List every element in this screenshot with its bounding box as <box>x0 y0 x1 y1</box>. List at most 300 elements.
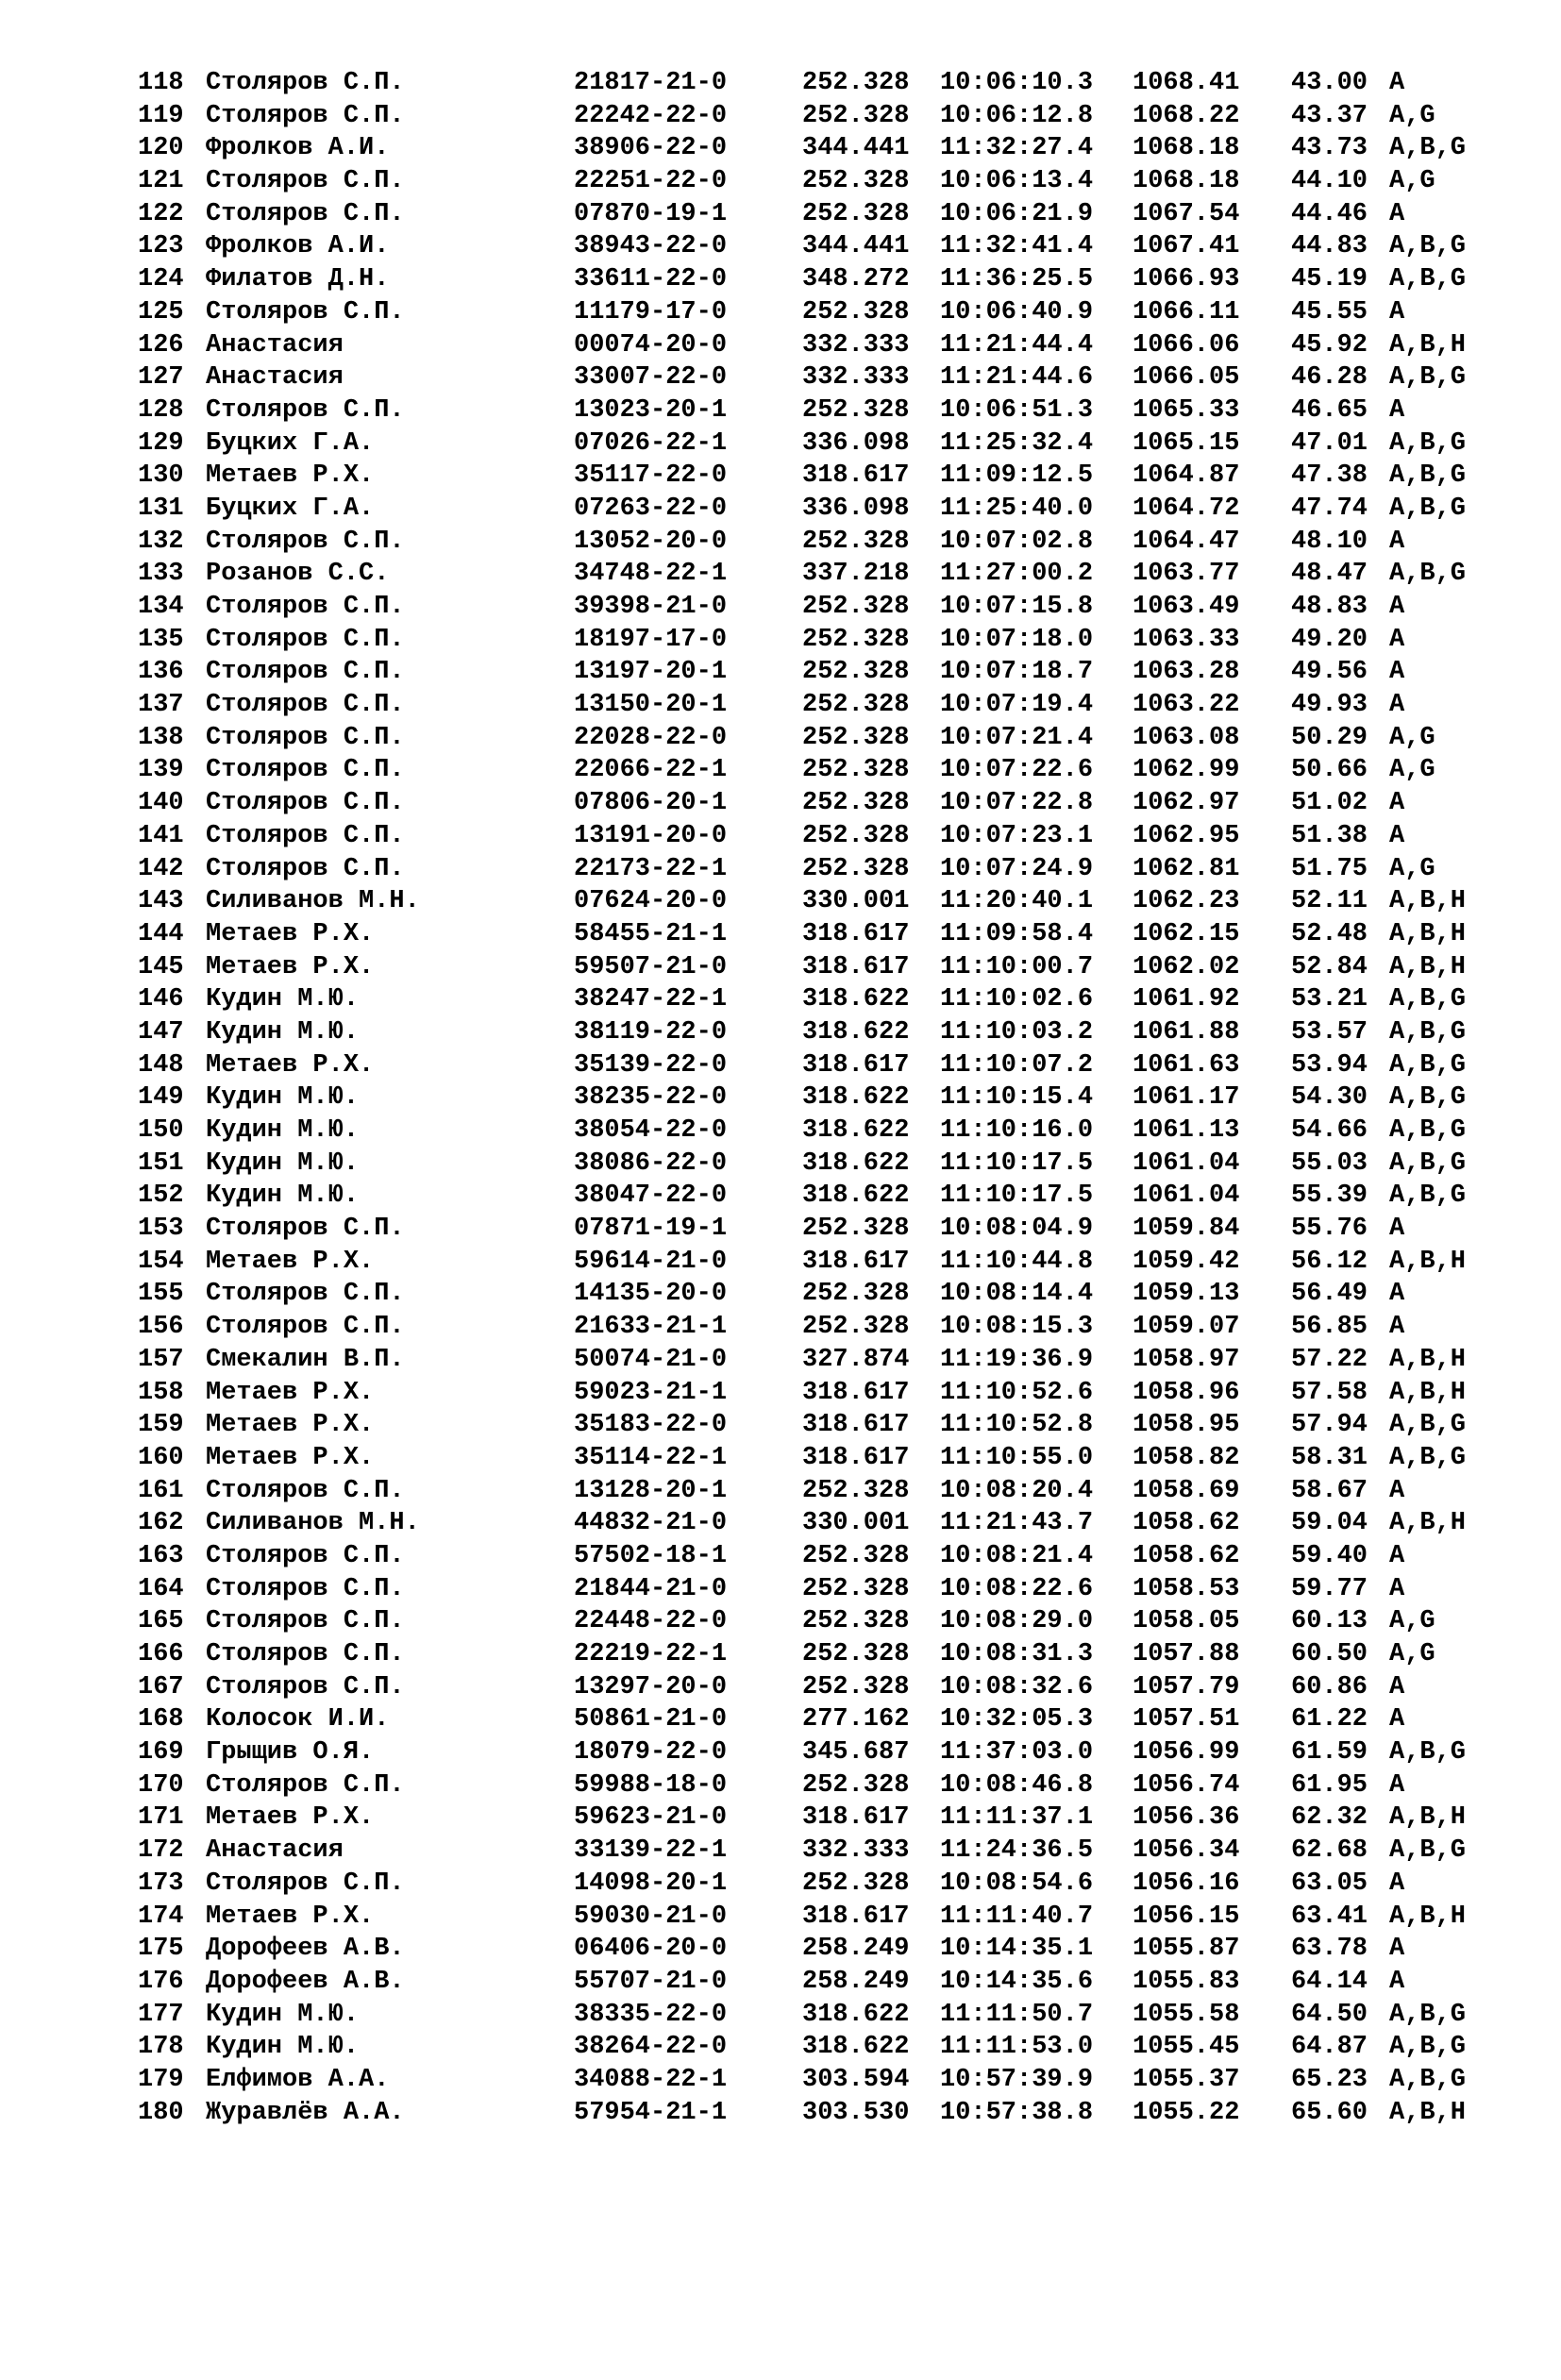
flags: A,B,G <box>1389 1443 1467 1472</box>
arrival-time: 11:10:00.7 <box>940 952 1094 981</box>
place-number: 122 <box>138 199 184 228</box>
ring-id: 13052-20-0 <box>574 527 728 556</box>
place-number: 172 <box>138 1836 184 1866</box>
arrival-time: 11:09:12.5 <box>940 461 1094 491</box>
participant-name: Кудин М.Ю. <box>206 2000 360 2029</box>
distance: 252.328 <box>802 1607 910 1636</box>
place-number: 180 <box>138 2098 184 2127</box>
result-row <box>138 329 1467 362</box>
place-number: 125 <box>138 297 184 327</box>
arrival-time: 10:08:04.9 <box>940 1215 1094 1244</box>
coefficient: 49.20 <box>1291 625 1368 654</box>
result-row <box>138 1213 1405 1246</box>
distance: 252.328 <box>802 1770 910 1800</box>
participant-name: Столяров С.П. <box>206 199 405 228</box>
coefficient: 50.66 <box>1291 756 1368 785</box>
place-number: 160 <box>138 1443 184 1472</box>
ring-id: 11179-17-0 <box>574 297 728 327</box>
arrival-time: 10:07:24.9 <box>940 854 1094 883</box>
arrival-time: 10:08:29.0 <box>940 1607 1094 1636</box>
speed: 1058.95 <box>1133 1411 1240 1440</box>
speed: 1059.13 <box>1133 1280 1240 1309</box>
ring-id: 34748-22-1 <box>574 560 728 589</box>
coefficient: 52.84 <box>1291 952 1368 981</box>
participant-name: Силиванов М.Н. <box>206 1509 420 1538</box>
speed: 1068.22 <box>1133 101 1240 130</box>
coefficient: 51.75 <box>1291 854 1368 883</box>
result-row <box>138 1278 1405 1311</box>
participant-name: Столяров С.П. <box>206 1541 405 1570</box>
arrival-time: 11:10:52.8 <box>940 1411 1094 1440</box>
speed: 1067.54 <box>1133 199 1240 228</box>
arrival-time: 10:08:54.6 <box>940 1869 1094 1898</box>
participant-name: Столяров С.П. <box>206 756 405 785</box>
flags: A,B,H <box>1389 952 1467 981</box>
flags: A,B,G <box>1389 2000 1467 2029</box>
participant-name: Столяров С.П. <box>206 1607 405 1636</box>
place-number: 161 <box>138 1476 184 1505</box>
result-row <box>138 787 1405 820</box>
arrival-time: 11:24:36.5 <box>940 1836 1094 1866</box>
participant-name: Буцких Г.А. <box>206 428 375 458</box>
place-number: 178 <box>138 2033 184 2062</box>
participant-name: Силиванов М.Н. <box>206 887 420 916</box>
distance: 318.622 <box>802 1182 910 1211</box>
speed: 1064.87 <box>1133 461 1240 491</box>
distance: 252.328 <box>802 297 910 327</box>
participant-name: Столяров С.П. <box>206 625 405 654</box>
coefficient: 47.38 <box>1291 461 1368 491</box>
arrival-time: 10:08:32.6 <box>940 1672 1094 1701</box>
speed: 1058.62 <box>1133 1509 1240 1538</box>
arrival-time: 10:57:39.9 <box>940 2065 1094 2094</box>
result-row <box>138 820 1405 853</box>
participant-name: Дорофеев А.В. <box>206 1935 405 1964</box>
result-row <box>138 2097 1467 2130</box>
ring-id: 35117-22-0 <box>574 461 728 491</box>
arrival-time: 11:10:17.5 <box>940 1148 1094 1178</box>
flags: A <box>1389 691 1405 720</box>
result-row <box>138 526 1405 559</box>
distance: 252.328 <box>802 821 910 850</box>
place-number: 118 <box>138 69 184 97</box>
ring-id: 58455-21-1 <box>574 919 728 948</box>
ring-id: 13150-20-1 <box>574 691 728 720</box>
distance: 252.328 <box>802 658 910 687</box>
flags: A,B,G <box>1389 985 1467 1014</box>
coefficient: 60.13 <box>1291 1607 1368 1636</box>
flags: A <box>1389 1967 1405 1996</box>
ring-id: 39398-21-0 <box>574 593 728 621</box>
ring-id: 59614-21-0 <box>574 1247 728 1276</box>
place-number: 142 <box>138 854 184 883</box>
flags: A,B,G <box>1389 134 1467 163</box>
speed: 1055.22 <box>1133 2098 1240 2127</box>
result-row <box>138 656 1405 689</box>
place-number: 129 <box>138 428 184 458</box>
ring-id: 22219-22-1 <box>574 1640 728 1668</box>
distance: 252.328 <box>802 723 910 752</box>
distance: 318.617 <box>802 461 910 491</box>
result-row <box>138 1148 1467 1181</box>
place-number: 159 <box>138 1411 184 1440</box>
coefficient: 57.94 <box>1291 1411 1368 1440</box>
distance: 252.328 <box>802 1672 910 1701</box>
result-row <box>138 754 1435 787</box>
coefficient: 61.59 <box>1291 1738 1368 1768</box>
ring-id: 59507-21-0 <box>574 952 728 981</box>
ring-id: 50074-21-0 <box>574 1345 728 1374</box>
arrival-time: 11:10:15.4 <box>940 1083 1094 1113</box>
coefficient: 55.03 <box>1291 1148 1368 1178</box>
flags: A,B,H <box>1389 1803 1467 1833</box>
ring-id: 44832-21-0 <box>574 1509 728 1538</box>
place-number: 141 <box>138 821 184 850</box>
place-number: 140 <box>138 789 184 818</box>
ring-id: 07026-22-1 <box>574 428 728 458</box>
coefficient: 64.87 <box>1291 2033 1368 2062</box>
distance: 252.328 <box>802 1476 910 1505</box>
coefficient: 64.50 <box>1291 2000 1368 2029</box>
flags: A,B,G <box>1389 1148 1467 1178</box>
distance: 344.441 <box>802 232 910 261</box>
flags: A,B,H <box>1389 330 1467 360</box>
result-row <box>138 951 1467 984</box>
distance: 330.001 <box>802 1509 910 1538</box>
coefficient: 44.10 <box>1291 167 1368 196</box>
ring-id: 50861-21-0 <box>574 1705 728 1735</box>
distance: 318.617 <box>802 1902 910 1931</box>
place-number: 166 <box>138 1640 184 1668</box>
flags: A,G <box>1389 1640 1435 1668</box>
speed: 1055.45 <box>1133 2033 1240 2062</box>
arrival-time: 10:08:46.8 <box>940 1770 1094 1800</box>
speed: 1066.93 <box>1133 265 1240 294</box>
place-number: 155 <box>138 1280 184 1309</box>
flags: A <box>1389 395 1405 425</box>
result-row <box>138 983 1467 1016</box>
result-row <box>138 1049 1467 1082</box>
distance: 252.328 <box>802 1313 910 1342</box>
place-number: 135 <box>138 625 184 654</box>
flags: A,B,H <box>1389 1378 1467 1407</box>
coefficient: 65.23 <box>1291 2065 1368 2094</box>
coefficient: 50.29 <box>1291 723 1368 752</box>
place-number: 156 <box>138 1313 184 1342</box>
result-row <box>138 67 1405 100</box>
arrival-time: 11:10:52.6 <box>940 1378 1094 1407</box>
flags: A,B,H <box>1389 1509 1467 1538</box>
speed: 1061.92 <box>1133 985 1240 1014</box>
speed: 1062.81 <box>1133 854 1240 883</box>
distance: 345.687 <box>802 1738 910 1768</box>
place-number: 130 <box>138 461 184 491</box>
result-row <box>138 263 1467 296</box>
speed: 1056.34 <box>1133 1836 1240 1866</box>
arrival-time: 10:07:18.7 <box>940 658 1094 687</box>
distance: 332.333 <box>802 363 910 393</box>
coefficient: 44.83 <box>1291 232 1368 261</box>
result-row <box>138 165 1435 198</box>
ring-id: 21633-21-1 <box>574 1313 728 1342</box>
place-number: 179 <box>138 2065 184 2094</box>
participant-name: Столяров С.П. <box>206 658 405 687</box>
flags: A,B,G <box>1389 560 1467 589</box>
distance: 252.328 <box>802 1541 910 1570</box>
speed: 1058.69 <box>1133 1476 1240 1505</box>
participant-name: Кудин М.Ю. <box>206 1017 360 1047</box>
result-row <box>138 1311 1405 1344</box>
speed: 1066.11 <box>1133 297 1240 327</box>
arrival-time: 10:14:35.6 <box>940 1967 1094 1996</box>
arrival-time: 11:11:53.0 <box>940 2033 1094 2062</box>
result-row <box>138 1573 1405 1606</box>
ring-id: 38264-22-0 <box>574 2033 728 2062</box>
distance: 318.622 <box>802 2000 910 2029</box>
participant-name: Колосок И.И. <box>206 1705 390 1735</box>
coefficient: 54.66 <box>1291 1116 1368 1145</box>
speed: 1056.15 <box>1133 1902 1240 1931</box>
speed: 1063.28 <box>1133 658 1240 687</box>
result-row <box>138 1769 1405 1802</box>
distance: 252.328 <box>802 593 910 621</box>
speed: 1067.41 <box>1133 232 1240 261</box>
result-row <box>138 1344 1467 1377</box>
result-row <box>138 1180 1467 1213</box>
distance: 327.874 <box>802 1345 910 1374</box>
speed: 1064.47 <box>1133 527 1240 556</box>
participant-name: Розанов С.С. <box>206 560 390 589</box>
ring-id: 38086-22-0 <box>574 1148 728 1178</box>
arrival-time: 10:07:02.8 <box>940 527 1094 556</box>
coefficient: 61.95 <box>1291 1770 1368 1800</box>
flags: A,B,H <box>1389 1247 1467 1276</box>
ring-id: 33611-22-0 <box>574 265 728 294</box>
flags: A <box>1389 1770 1405 1800</box>
arrival-time: 11:10:07.2 <box>940 1050 1094 1080</box>
arrival-time: 10:08:15.3 <box>940 1313 1094 1342</box>
distance: 344.441 <box>802 134 910 163</box>
distance: 252.328 <box>802 167 910 196</box>
speed: 1062.15 <box>1133 919 1240 948</box>
arrival-time: 11:10:17.5 <box>940 1182 1094 1211</box>
participant-name: Метаев Р.Х. <box>206 461 375 491</box>
speed: 1062.02 <box>1133 952 1240 981</box>
ring-id: 07624-20-0 <box>574 887 728 916</box>
ring-id: 59623-21-0 <box>574 1803 728 1833</box>
distance: 252.328 <box>802 756 910 785</box>
flags: A,G <box>1389 854 1435 883</box>
place-number: 177 <box>138 2000 184 2029</box>
place-number: 169 <box>138 1738 184 1768</box>
participant-name: Анастасия <box>206 330 344 360</box>
ring-id: 38247-22-1 <box>574 985 728 1014</box>
arrival-time: 11:10:55.0 <box>940 1443 1094 1472</box>
flags: A,B,G <box>1389 2033 1467 2062</box>
distance: 318.622 <box>802 985 910 1014</box>
coefficient: 48.47 <box>1291 560 1368 589</box>
participant-name: Кудин М.Ю. <box>206 1182 360 1211</box>
speed: 1066.05 <box>1133 363 1240 393</box>
coefficient: 45.19 <box>1291 265 1368 294</box>
arrival-time: 11:11:40.7 <box>940 1902 1094 1931</box>
flags: A,B,H <box>1389 2098 1467 2127</box>
distance: 318.622 <box>802 1116 910 1145</box>
participant-name: Метаев Р.Х. <box>206 1803 375 1833</box>
flags: A,B,G <box>1389 1182 1467 1211</box>
arrival-time: 11:10:16.0 <box>940 1116 1094 1145</box>
arrival-time: 11:20:40.1 <box>940 887 1094 916</box>
speed: 1061.04 <box>1133 1148 1240 1178</box>
place-number: 147 <box>138 1017 184 1047</box>
place-number: 120 <box>138 134 184 163</box>
participant-name: Метаев Р.Х. <box>206 1050 375 1080</box>
coefficient: 61.22 <box>1291 1705 1368 1735</box>
result-row <box>138 1540 1405 1573</box>
flags: A,B,G <box>1389 1017 1467 1047</box>
distance: 318.617 <box>802 1247 910 1276</box>
ring-id: 38047-22-0 <box>574 1182 728 1211</box>
place-number: 162 <box>138 1509 184 1538</box>
arrival-time: 10:06:10.3 <box>940 69 1094 97</box>
speed: 1055.87 <box>1133 1935 1240 1964</box>
ring-id: 22066-22-1 <box>574 756 728 785</box>
flags: A,B,G <box>1389 1836 1467 1866</box>
participant-name: Кудин М.Ю. <box>206 1083 360 1113</box>
place-number: 165 <box>138 1607 184 1636</box>
place-number: 158 <box>138 1378 184 1407</box>
result-row <box>138 1016 1467 1049</box>
participant-name: Столяров С.П. <box>206 69 405 97</box>
participant-name: Метаев Р.Х. <box>206 1411 375 1440</box>
place-number: 148 <box>138 1050 184 1080</box>
arrival-time: 11:11:37.1 <box>940 1803 1094 1833</box>
coefficient: 57.22 <box>1291 1345 1368 1374</box>
flags: A,B,G <box>1389 461 1467 491</box>
participant-name: Столяров С.П. <box>206 691 405 720</box>
place-number: 126 <box>138 330 184 360</box>
coefficient: 56.12 <box>1291 1247 1368 1276</box>
ring-id: 38119-22-0 <box>574 1017 728 1047</box>
result-row <box>138 198 1405 231</box>
place-number: 163 <box>138 1541 184 1570</box>
speed: 1056.16 <box>1133 1869 1240 1898</box>
speed: 1063.08 <box>1133 723 1240 752</box>
place-number: 127 <box>138 363 184 393</box>
coefficient: 62.68 <box>1291 1836 1368 1866</box>
coefficient: 53.94 <box>1291 1050 1368 1080</box>
place-number: 124 <box>138 265 184 294</box>
result-row <box>138 885 1467 918</box>
coefficient: 43.00 <box>1291 69 1368 97</box>
speed: 1056.36 <box>1133 1803 1240 1833</box>
result-row <box>138 722 1435 755</box>
place-number: 164 <box>138 1574 184 1603</box>
result-row <box>138 361 1467 394</box>
arrival-time: 11:19:36.9 <box>940 1345 1094 1374</box>
participant-name: Метаев Р.Х. <box>206 1443 375 1472</box>
distance: 318.617 <box>802 952 910 981</box>
place-number: 134 <box>138 593 184 621</box>
distance: 277.162 <box>802 1705 910 1735</box>
speed: 1061.13 <box>1133 1116 1240 1145</box>
distance: 252.328 <box>802 101 910 130</box>
coefficient: 52.48 <box>1291 919 1368 948</box>
distance: 252.328 <box>802 691 910 720</box>
ring-id: 14135-20-0 <box>574 1280 728 1309</box>
ring-id: 38054-22-0 <box>574 1116 728 1145</box>
results-list <box>138 67 1467 2129</box>
place-number: 176 <box>138 1967 184 1996</box>
participant-name: Кудин М.Ю. <box>206 2033 360 2062</box>
distance: 252.328 <box>802 625 910 654</box>
coefficient: 51.02 <box>1291 789 1368 818</box>
distance: 336.098 <box>802 494 910 523</box>
flags: A <box>1389 1935 1405 1964</box>
place-number: 131 <box>138 494 184 523</box>
result-row <box>138 2031 1467 2064</box>
speed: 1064.72 <box>1133 494 1240 523</box>
participant-name: Елфимов А.А. <box>206 2065 390 2094</box>
place-number: 136 <box>138 658 184 687</box>
ring-id: 22251-22-0 <box>574 167 728 196</box>
distance: 252.328 <box>802 854 910 883</box>
arrival-time: 11:25:40.0 <box>940 494 1094 523</box>
distance: 252.328 <box>802 1574 910 1603</box>
participant-name: Дорофеев А.В. <box>206 1967 405 1996</box>
ring-id: 22448-22-0 <box>574 1607 728 1636</box>
arrival-time: 10:14:35.1 <box>940 1935 1094 1964</box>
ring-id: 35139-22-0 <box>574 1050 728 1080</box>
place-number: 170 <box>138 1770 184 1800</box>
ring-id: 13023-20-1 <box>574 395 728 425</box>
flags: A,B,H <box>1389 1902 1467 1931</box>
arrival-time: 11:11:50.7 <box>940 2000 1094 2029</box>
flags: A <box>1389 821 1405 850</box>
flags: A,G <box>1389 167 1435 196</box>
arrival-time: 10:57:38.8 <box>940 2098 1094 2127</box>
distance: 252.328 <box>802 789 910 818</box>
arrival-time: 11:10:44.8 <box>940 1247 1094 1276</box>
distance: 252.328 <box>802 199 910 228</box>
ring-id: 13297-20-0 <box>574 1672 728 1701</box>
participant-name: Столяров С.П. <box>206 1280 405 1309</box>
coefficient: 46.28 <box>1291 363 1368 393</box>
flags: A,B,G <box>1389 494 1467 523</box>
arrival-time: 10:08:21.4 <box>940 1541 1094 1570</box>
distance: 252.328 <box>802 395 910 425</box>
speed: 1065.15 <box>1133 428 1240 458</box>
coefficient: 56.49 <box>1291 1280 1368 1309</box>
speed: 1057.79 <box>1133 1672 1240 1701</box>
arrival-time: 10:07:19.4 <box>940 691 1094 720</box>
arrival-time: 10:08:22.6 <box>940 1574 1094 1603</box>
result-row <box>138 853 1435 886</box>
ring-id: 59988-18-0 <box>574 1770 728 1800</box>
flags: A,B,G <box>1389 428 1467 458</box>
place-number: 174 <box>138 1902 184 1931</box>
place-number: 171 <box>138 1803 184 1833</box>
participant-name: Столяров С.П. <box>206 789 405 818</box>
ring-id: 35114-22-1 <box>574 1443 728 1472</box>
flags: A,B,G <box>1389 265 1467 294</box>
place-number: 146 <box>138 985 184 1014</box>
result-row <box>138 1605 1435 1638</box>
coefficient: 63.05 <box>1291 1869 1368 1898</box>
flags: A,B,H <box>1389 919 1467 948</box>
distance: 252.328 <box>802 1640 910 1668</box>
coefficient: 47.01 <box>1291 428 1368 458</box>
